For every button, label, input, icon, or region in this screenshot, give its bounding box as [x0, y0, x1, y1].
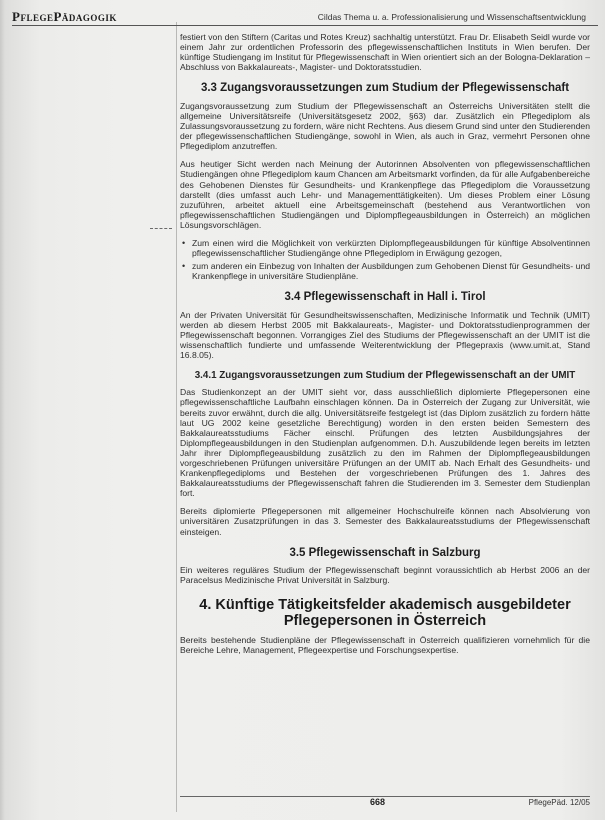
article-body	[180, 32, 590, 664]
margin-mark	[150, 228, 172, 230]
list-item: • Zum einen wird die Möglichkeit von verkürzten Diplompflegeausbildungen für künftige Absolventinnen pflegewissenschaftlicher Studiengänge ohne Pflegediplom in Erwägung gezogen,	[192, 238, 590, 258]
section-heading-3-4: 3.4 Pflegewissenschaft in Hall i. Tirol	[284, 291, 486, 304]
page-header	[12, 9, 598, 26]
section-3-3-bullet-list	[180, 238, 590, 281]
chapter-heading-4: 4. Künftige Tätigkeitsfelder akademisch ausgebildeter Pflegepersonen in Österreich	[199, 597, 571, 630]
section-3-3-paragraph-2: Aus heutiger Sicht werden nach Meinung der Autorinnen Absolventen von pflegewissenschaftlichen Studiengängen ohne Pflegediplom kaum Chancen am Arbeitsmarkt vorfinden, da für alle Aufgabenbereiche des Gehobenen Dienstes für Gesundheits- und Krankenpflege das Pflegediplom die Voraussetzung darstellt (dies umfasst auch Lehr- und Managementtätigkeiten). Um dieses Problem einer Lösung zuzuführen, arbeitet aktuell eine Arbeitsgemeinschaft (bestehend aus Verantwortlichen von pflegewissenschaftlichen Studiengängen und Diplompflegeausbildungen in Österreich) an möglichen Lösungsvorschlägen.	[180, 159, 590, 230]
section-3-4-1-paragraph-1: Das Studienkonzept an der UMIT sieht vor, dass ausschließlich diplomierte Pflegepersonen eine pflegewissenschaftliche Laufbahn einschlagen können. Da in Österreich der Zugang zur Universität, wie bereits zuvor erwähnt, durch die allg. Universitätsreife festgelegt ist (das Diplom zusätzlich zu fordern hätte laut UG 2002 keine gesetzliche Berechtigung) worden in den ersten beiden Semestern des Bakkalaureatsstudiums Fächer einschl. Prüfungen des letzten Ausbildungsjahres der Diplompflegeausbildungen in den Studienplan aufgenommen. D.h. Auszubildende legen bereits im letzten Jahr ihrer Diplompflegeausbildung zusätzlich zu den im Rahmen der Diplompflegeausbildungen vorgeschriebenen Prüfungen universitäre Prüfungen an der UMIT ab. Nach Erhalt des Gesundheits- und Krankenpflegediploms und Bestehen der vorgeschriebenen Prüfungen des 1. Jahres des Bakkalaureatsstudiums der Pflegewissenschaft fahren die Studierenden im 3. Semester dem Studienplan fort.	[180, 387, 590, 499]
section-3-3-paragraph-1: Zugangsvoraussetzung zum Studium der Pflegewissenschaft an Österreichs Universitäten stellt die allgemeine Universitätsreife (Universitätsgesetz 2002, §63) dar. Zusätzlich ein Pflegediplom als Zulassungsvoraussetzung zu fordern, wäre nicht Rechtens. Aus diesem Grund sind unter den Studierenden der pflegewissenschaftlichen Studiengänge, sowohl in Wien, als auch in Graz, vermehrt Personen ohne Pflegediplom anzutreffen.	[180, 100, 590, 152]
section-3-5-paragraph-1: Ein weiteres reguläres Studium der Pflegewissenschaft beginnt voraussichtlich ab Herbst 2006 an der Paracelsus Medizinische Privat Universität in Salzburg.	[180, 565, 590, 586]
section-heading-3-3: 3.3 Zugangsvoraussetzungen zum Studium der Pflegewissenschaft	[200, 82, 570, 95]
section-heading-3-4-1: 3.4.1 Zugangsvoraussetzungen zum Studium der Pflegewissenschaft an der UMIT	[194, 370, 576, 382]
journal-brand: PflegePädagogik	[12, 9, 117, 24]
section-heading-3-5: 3.5 Pflegewissenschaft in Salzburg	[289, 546, 481, 559]
list-item: • zum anderen ein Einbezug von Inhalten der Ausbildungen zum Gehobenen Dienst für Gesundheits- und Krankenpflege in universitäre Studienpläne.	[192, 261, 590, 281]
section-3-4-1-paragraph-2: Bereits diplomierte Pflegepersonen mit allgemeiner Hochschulreife können nach Absolvierung von universitären Zusatzprüfungen in das 3. Semester des Bakkalaureatsstudiums der Pflegewissenschaft einsteigen.	[180, 506, 590, 537]
intro-paragraph: festiert von den Stiftern (Caritas und Rotes Kreuz) sachhaltig unterstützt. Frau Dr. Elisabeth Seidl wurde vor einem Jahr zur ordentlichen Professorin des pflegewissenschaftlichen Instituts in Wien berufen. Der künftige Studiengang im Institut für Pflegewissenschaft in Wien orientiert sich an der Bologna-Deklaration – Abschluss von Bakkalaureats-, Magister- und Doktoratsstudien.	[180, 32, 590, 73]
page-footer	[180, 796, 590, 811]
issue-reference: PflegePäd. 12/05	[528, 798, 590, 807]
section-4-paragraph-1: Bereits bestehende Studienpläne der Pflegewissenschaft in Österreich qualifizieren vornehmlich für die Bereiche Lehre, Management, Pflegeexpertise und Forschungsexpertise.	[180, 635, 590, 656]
page-gutter-line	[176, 22, 177, 812]
running-head: Cildas Thema u. a. Professionalisierung und Wissenschaftsentwicklung	[317, 12, 586, 22]
section-3-4-paragraph-1: An der Privaten Universität für Gesundheitswissenschaften, Medizinische Informatik und Technik (UMIT) werden ab diesem Herbst 2005 mit Bakkalaureats-, Magister- und Doktoratsstudienprogrammen der Pflegewissenschaft begonnen. Vorrangiges Ziel des Studiums der Pflegewissenschaft an der UMIT ist die wissenschaftlich fundierte und umfassende Weiterentwicklung der Pflegepraxis (www.umit.at, Stand 16.8.05).	[180, 309, 590, 361]
page-number: 668	[370, 797, 386, 807]
